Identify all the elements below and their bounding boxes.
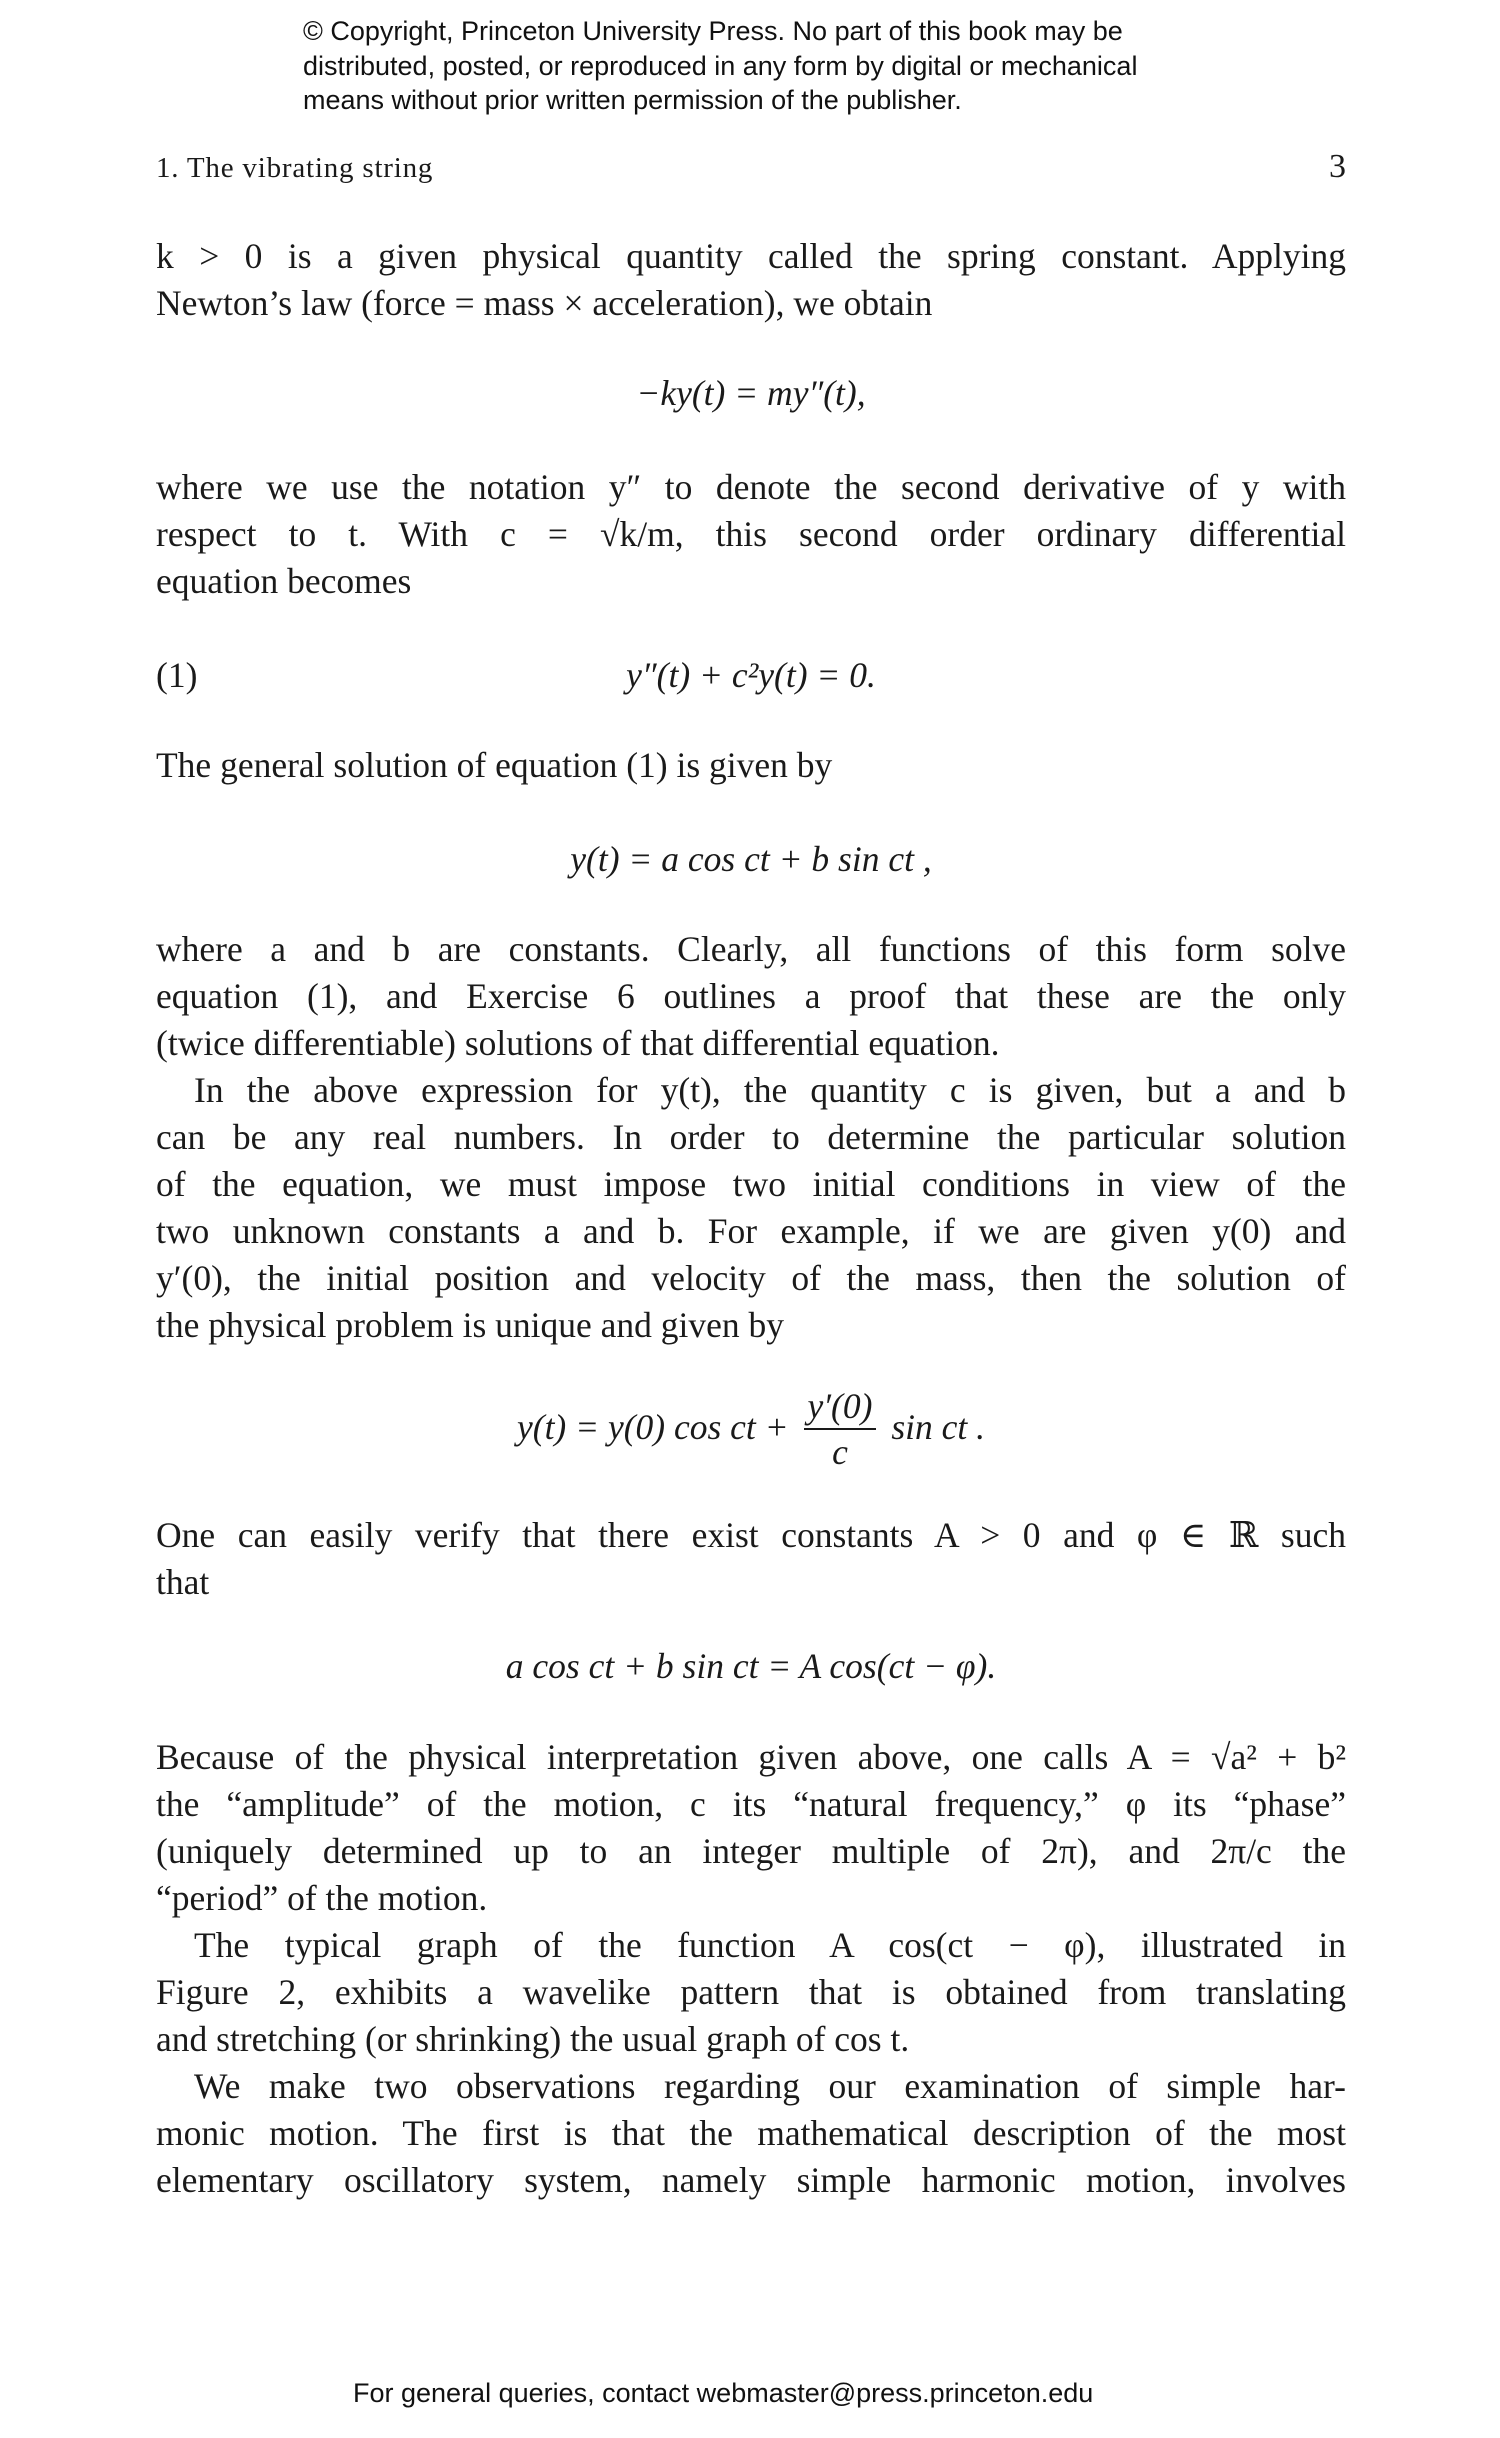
text-line: the physical problem is unique and given by (156, 1305, 785, 1345)
text-line: the “amplitude” of the motion, c its “natural frequency,” φ its “phase” (156, 1784, 1346, 1824)
copyright-notice (303, 14, 1303, 118)
text-line: Because of the physical interpretation given above, one calls A = √a² + b² (156, 1737, 1346, 1777)
text-line: “period” of the motion. (156, 1878, 488, 1918)
equation-right: sin ct . (891, 1407, 985, 1448)
chapter-title: 1. The vibrating string (156, 152, 434, 184)
equation-1 (156, 652, 1346, 699)
equation-text: a cos ct + b sin ct = A cos(ct − φ). (505, 1646, 997, 1686)
equation-text: −ky(t) = my″(t), (636, 373, 866, 413)
text-line: The typical graph of the function A cos(ct − φ), illustrated in (194, 1925, 1346, 1965)
text-line: Newton’s law (force = mass × acceleration), we obtain (156, 283, 933, 323)
text-line: (uniquely determined up to an integer multiple of 2π), and 2π/c the (156, 1831, 1346, 1871)
copyright-line-1: © Copyright, Princeton University Press. No part of this book may be (303, 16, 1123, 46)
text-line: of the equation, we must impose two initial conditions in view of the (156, 1164, 1346, 1204)
text-line: One can easily verify that there exist constants A > 0 and φ ∈ ℝ such (156, 1515, 1346, 1555)
text-line: elementary oscillatory system, namely simple harmonic motion, involves (156, 2160, 1346, 2200)
equation-number: (1) (156, 655, 198, 695)
copyright-line-2: distributed, posted, or reproduced in any form by digital or mechanical (303, 50, 1138, 81)
equation-amplitude-phase (156, 1643, 1346, 1690)
text-line: that (156, 1562, 210, 1602)
text-line: equation becomes (156, 561, 412, 601)
text-line: can be any real numbers. In order to determine the particular solution (156, 1117, 1346, 1157)
text-line: equation (1), and Exercise 6 outlines a proof that these are the only (156, 976, 1346, 1016)
text-line: We make two observations regarding our examination of simple har- (194, 2066, 1346, 2106)
text-line: two unknown constants a and b. For example, if we are given y(0) and (156, 1211, 1346, 1251)
text-line: k > 0 is a given physical quantity called the spring constant. Applying (156, 236, 1346, 276)
text-line: In the above expression for y(t), the quantity c is given, but a and b (194, 1070, 1346, 1110)
text-line: and stretching (or shrinking) the usual graph of cos t. (156, 2019, 910, 2059)
text-line: (twice differentiable) solutions of that differential equation. (156, 1023, 1000, 1063)
text-line: Figure 2, exhibits a wavelike pattern that is obtained from translating (156, 1972, 1346, 2012)
text-line: y′(0), the initial position and velocity of the mass, then the solution of (156, 1258, 1346, 1298)
equation-general-solution (156, 836, 1346, 883)
page-number: 3 (1329, 148, 1346, 185)
copyright-line-3: means without prior written permission of the publisher. (303, 85, 962, 115)
fraction-numerator: y′(0) (804, 1384, 877, 1430)
footer-contact: For general queries, contact webmaster@press.princeton.edu (353, 2378, 1094, 2408)
text-line: where a and b are constants. Clearly, all functions of this form solve (156, 929, 1346, 969)
equation-text: y″(t) + c²y(t) = 0. (626, 655, 876, 695)
equation-left: y(t) = y(0) cos ct + (516, 1407, 789, 1448)
equation-newton (156, 370, 1346, 417)
running-head (156, 148, 1346, 192)
equation-text: y(t) = a cos ct + b sin ct , (570, 839, 932, 879)
text-line: respect to t. With c = √k/m, this second order ordinary differential (156, 514, 1346, 554)
text-line: The general solution of equation (1) is given by (156, 745, 833, 785)
fraction (804, 1384, 877, 1474)
text-line: where we use the notation y″ to denote the second derivative of y with (156, 467, 1346, 507)
text-line: monic motion. The first is that the mathematical description of the most (156, 2113, 1346, 2153)
equation-particular-solution (156, 1386, 1346, 1476)
fraction-denominator: c (832, 1432, 848, 1472)
